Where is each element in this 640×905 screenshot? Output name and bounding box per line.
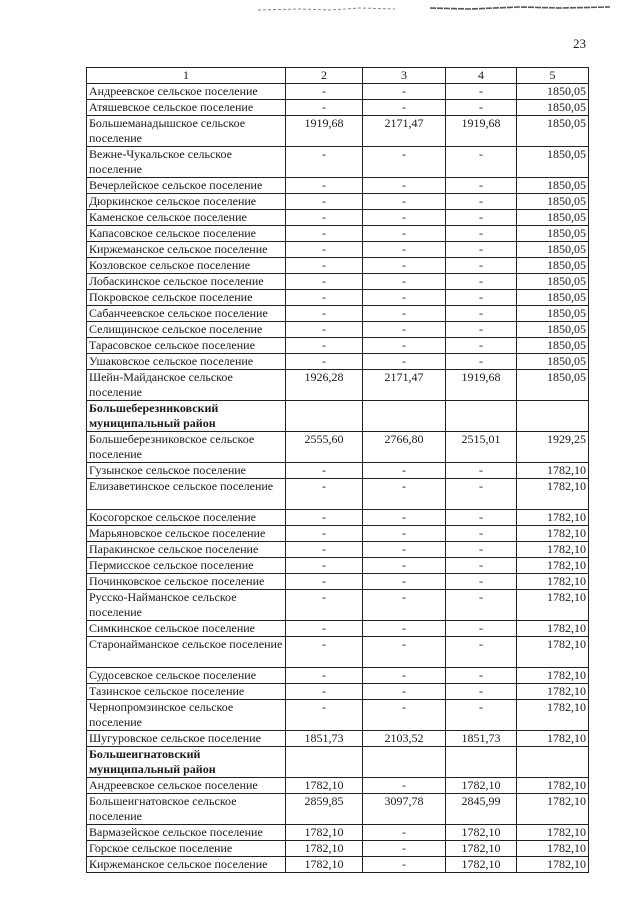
page-number: 23 (573, 36, 586, 51)
table-row (87, 825, 589, 841)
value-cell-col2: - (286, 147, 363, 178)
value-cell-col3: 2103,52 (363, 731, 446, 747)
value-cell-col2: 2859,85 (286, 794, 363, 825)
district-row (87, 747, 589, 778)
value-cell-col5: 1850,05 (517, 100, 589, 116)
table-row (87, 526, 589, 542)
value-cell-col4: - (446, 178, 517, 194)
settlement-name-cell: Симкинское сельское поселение (87, 621, 286, 637)
tariff-table (86, 67, 589, 873)
value-cell-col3 (363, 747, 446, 778)
value-cell-col4: 2845,99 (446, 794, 517, 825)
value-cell-col2: - (286, 210, 363, 226)
table-row (87, 463, 589, 479)
value-cell-col3: - (363, 574, 446, 590)
value-cell-col3: - (363, 479, 446, 510)
value-cell-col4: - (446, 84, 517, 100)
value-cell-col2: - (286, 178, 363, 194)
value-cell-col3 (363, 401, 446, 432)
value-cell-col5: 1782,10 (517, 857, 589, 873)
value-cell-col3: - (363, 684, 446, 700)
settlement-name-cell: Андреевское сельское поселение (87, 778, 286, 794)
value-cell-col4: - (446, 100, 517, 116)
value-cell-col3: - (363, 857, 446, 873)
value-cell-col5: 1782,10 (517, 479, 589, 510)
settlement-name-cell: Шугуровское сельское поселение (87, 731, 286, 747)
value-cell-col5: 1782,10 (517, 526, 589, 542)
value-cell-col4: - (446, 479, 517, 510)
value-cell-col2: - (286, 668, 363, 684)
value-cell-col2 (286, 747, 363, 778)
value-cell-col2: - (286, 526, 363, 542)
value-cell-col4: - (446, 306, 517, 322)
value-cell-col2 (286, 401, 363, 432)
settlement-name-cell: Большеигнатовское сельское поселение (87, 794, 286, 825)
value-cell-col3: - (363, 668, 446, 684)
table-row (87, 100, 589, 116)
value-cell-col2: - (286, 258, 363, 274)
value-cell-col4: - (446, 574, 517, 590)
value-cell-col4: - (446, 590, 517, 621)
table-row (87, 700, 589, 731)
table-row (87, 621, 589, 637)
value-cell-col3: - (363, 542, 446, 558)
settlement-name-cell: Русско-Найманское сельское поселение (87, 590, 286, 621)
value-cell-col3: - (363, 700, 446, 731)
value-cell-col2: - (286, 542, 363, 558)
value-cell-col5: 1850,05 (517, 274, 589, 290)
value-cell-col5: 1850,05 (517, 226, 589, 242)
scan-artifact (0, 3, 640, 15)
settlement-name-cell: Гузынское сельское поселение (87, 463, 286, 479)
settlement-name-cell: Чернопромзинское сельское поселение (87, 700, 286, 731)
table-row (87, 226, 589, 242)
value-cell-col3: - (363, 778, 446, 794)
value-cell-col2: - (286, 322, 363, 338)
value-cell-col5: 1782,10 (517, 463, 589, 479)
column-header: 3 (363, 68, 446, 84)
value-cell-col5: 1850,05 (517, 322, 589, 338)
table-row (87, 242, 589, 258)
value-cell-col2: 1782,10 (286, 825, 363, 841)
value-cell-col4: - (446, 290, 517, 306)
value-cell-col2: - (286, 621, 363, 637)
value-cell-col2: - (286, 637, 363, 668)
settlement-name-cell: Атяшевское сельское поселение (87, 100, 286, 116)
value-cell-col5: 1850,05 (517, 116, 589, 147)
value-cell-col2: - (286, 306, 363, 322)
value-cell-col2: - (286, 684, 363, 700)
table-row (87, 274, 589, 290)
value-cell-col4: - (446, 700, 517, 731)
value-cell-col5: 1850,05 (517, 370, 589, 401)
value-cell-col2: 1851,73 (286, 731, 363, 747)
value-cell-col4: - (446, 274, 517, 290)
value-cell-col3: 2171,47 (363, 116, 446, 147)
table-row (87, 338, 589, 354)
value-cell-col2: - (286, 100, 363, 116)
value-cell-col3: - (363, 100, 446, 116)
value-cell-col4: 1851,73 (446, 731, 517, 747)
table-row (87, 147, 589, 178)
settlement-name-cell: Сабанчеевское сельское поселение (87, 306, 286, 322)
value-cell-col2: - (286, 558, 363, 574)
settlement-name-cell: Козловское сельское поселение (87, 258, 286, 274)
value-cell-col3: - (363, 274, 446, 290)
value-cell-col3: - (363, 558, 446, 574)
column-number-row (87, 68, 589, 84)
settlement-name-cell: Селищинское сельское поселение (87, 322, 286, 338)
table-row (87, 574, 589, 590)
settlement-name-cell: Киржеманское сельское поселение (87, 857, 286, 873)
table-row (87, 857, 589, 873)
value-cell-col2: 1919,68 (286, 116, 363, 147)
district-row (87, 401, 589, 432)
value-cell-col2: - (286, 700, 363, 731)
table-row (87, 794, 589, 825)
settlement-name-cell: Починковское сельское поселение (87, 574, 286, 590)
value-cell-col4: 1782,10 (446, 778, 517, 794)
value-cell-col4: - (446, 463, 517, 479)
value-cell-col3: - (363, 210, 446, 226)
settlement-name-cell: Лобаскинское сельское поселение (87, 274, 286, 290)
table-row (87, 558, 589, 574)
value-cell-col2: 2555,60 (286, 432, 363, 463)
value-cell-col5: 1850,05 (517, 338, 589, 354)
settlement-name-cell: Дюркинское сельское поселение (87, 194, 286, 210)
value-cell-col4: - (446, 258, 517, 274)
value-cell-col5: 1850,05 (517, 242, 589, 258)
value-cell-col5: 1782,10 (517, 825, 589, 841)
settlement-name-cell: Горское сельское поселение (87, 841, 286, 857)
value-cell-col3: 3097,78 (363, 794, 446, 825)
column-header: 1 (87, 68, 286, 84)
value-cell-col5: 1782,10 (517, 794, 589, 825)
value-cell-col5: 1850,05 (517, 84, 589, 100)
value-cell-col3: 2766,80 (363, 432, 446, 463)
value-cell-col4: - (446, 621, 517, 637)
value-cell-col2: 1782,10 (286, 778, 363, 794)
table-row (87, 432, 589, 463)
value-cell-col3: - (363, 84, 446, 100)
value-cell-col4: - (446, 542, 517, 558)
settlement-name-cell: Большеманадышское сельское поселение (87, 116, 286, 147)
table-row (87, 84, 589, 100)
table-row (87, 778, 589, 794)
value-cell-col4: - (446, 242, 517, 258)
value-cell-col2: - (286, 242, 363, 258)
table-row (87, 637, 589, 668)
settlement-name-cell: Киржеманское сельское поселение (87, 242, 286, 258)
table-row (87, 322, 589, 338)
value-cell-col5: 1929,25 (517, 432, 589, 463)
value-cell-col3: - (363, 338, 446, 354)
settlement-name-cell: Тазинское сельское поселение (87, 684, 286, 700)
settlement-name-cell: Тарасовское сельское поселение (87, 338, 286, 354)
value-cell-col3: - (363, 258, 446, 274)
value-cell-col4: 1782,10 (446, 825, 517, 841)
table-row (87, 684, 589, 700)
value-cell-col5: 1782,10 (517, 684, 589, 700)
value-cell-col5: 1782,10 (517, 731, 589, 747)
table-row (87, 194, 589, 210)
value-cell-col2: 1782,10 (286, 841, 363, 857)
value-cell-col3: - (363, 526, 446, 542)
value-cell-col5: 1850,05 (517, 354, 589, 370)
value-cell-col2: - (286, 290, 363, 306)
value-cell-col4: - (446, 558, 517, 574)
settlement-name-cell: Капасовское сельское поселение (87, 226, 286, 242)
value-cell-col4: - (446, 194, 517, 210)
table-row (87, 841, 589, 857)
table-row (87, 210, 589, 226)
value-cell-col4: - (446, 526, 517, 542)
table-body (87, 68, 589, 873)
value-cell-col2: 1926,28 (286, 370, 363, 401)
settlement-name-cell: Елизаветинское сельское поселение (87, 479, 286, 510)
value-cell-col4: - (446, 510, 517, 526)
settlement-name-cell: Паракинское сельское поселение (87, 542, 286, 558)
value-cell-col4: - (446, 338, 517, 354)
value-cell-col5: 1850,05 (517, 290, 589, 306)
value-cell-col2: - (286, 354, 363, 370)
value-cell-col3: - (363, 510, 446, 526)
value-cell-col4: - (446, 637, 517, 668)
value-cell-col5: 1782,10 (517, 637, 589, 668)
settlement-name-cell: Вечерлейское сельское поселение (87, 178, 286, 194)
value-cell-col4: 2515,01 (446, 432, 517, 463)
value-cell-col4: 1919,68 (446, 370, 517, 401)
table-row (87, 370, 589, 401)
value-cell-col4: 1782,10 (446, 841, 517, 857)
value-cell-col3: - (363, 306, 446, 322)
table-row (87, 668, 589, 684)
value-cell-col3: 2171,47 (363, 370, 446, 401)
value-cell-col2: - (286, 463, 363, 479)
table-row (87, 479, 589, 510)
table-row (87, 510, 589, 526)
settlement-name-cell: Пермисское сельское поселение (87, 558, 286, 574)
value-cell-col4: - (446, 668, 517, 684)
value-cell-col4: - (446, 354, 517, 370)
value-cell-col3: - (363, 226, 446, 242)
value-cell-col5 (517, 401, 589, 432)
table-row (87, 731, 589, 747)
column-header: 2 (286, 68, 363, 84)
value-cell-col5: 1782,10 (517, 558, 589, 574)
value-cell-col3: - (363, 178, 446, 194)
table-row (87, 178, 589, 194)
value-cell-col2: - (286, 274, 363, 290)
value-cell-col3: - (363, 290, 446, 306)
value-cell-col3: - (363, 147, 446, 178)
value-cell-col4: - (446, 226, 517, 242)
value-cell-col5: 1850,05 (517, 147, 589, 178)
settlement-name-cell: Андреевское сельское поселение (87, 84, 286, 100)
value-cell-col4: - (446, 684, 517, 700)
value-cell-col5: 1850,05 (517, 306, 589, 322)
settlement-name-cell: Вежне-Чукальское сельское поселение (87, 147, 286, 178)
settlement-name-cell: Шейн-Майданское сельское поселение (87, 370, 286, 401)
table-row (87, 116, 589, 147)
value-cell-col2: - (286, 590, 363, 621)
value-cell-col4: - (446, 147, 517, 178)
settlement-name-cell: Большеберезниковское сельское поселение (87, 432, 286, 463)
value-cell-col5: 1782,10 (517, 700, 589, 731)
settlement-name-cell: Косогорское сельское поселение (87, 510, 286, 526)
value-cell-col5: 1782,10 (517, 621, 589, 637)
value-cell-col5: 1850,05 (517, 178, 589, 194)
table-row (87, 590, 589, 621)
value-cell-col4: - (446, 322, 517, 338)
table-row (87, 542, 589, 558)
value-cell-col3: - (363, 322, 446, 338)
table-row (87, 306, 589, 322)
value-cell-col3: - (363, 841, 446, 857)
value-cell-col5: 1782,10 (517, 574, 589, 590)
value-cell-col3: - (363, 825, 446, 841)
value-cell-col3: - (363, 637, 446, 668)
table-row (87, 354, 589, 370)
value-cell-col4 (446, 747, 517, 778)
value-cell-col2: 1782,10 (286, 857, 363, 873)
value-cell-col3: - (363, 463, 446, 479)
value-cell-col5: 1782,10 (517, 510, 589, 526)
column-header: 5 (517, 68, 589, 84)
settlement-name-cell: Марьяновское сельское поселение (87, 526, 286, 542)
value-cell-col4: 1919,68 (446, 116, 517, 147)
value-cell-col5: 1782,10 (517, 590, 589, 621)
table-row (87, 290, 589, 306)
value-cell-col3: - (363, 242, 446, 258)
settlement-name-cell: Вармазейское сельское поселение (87, 825, 286, 841)
value-cell-col5: 1782,10 (517, 841, 589, 857)
settlement-name-cell: Судосевское сельское поселение (87, 668, 286, 684)
table-row (87, 258, 589, 274)
value-cell-col5: 1850,05 (517, 210, 589, 226)
value-cell-col3: - (363, 194, 446, 210)
settlement-name-cell: Старонайманское сельское поселение (87, 637, 286, 668)
value-cell-col5: 1782,10 (517, 542, 589, 558)
value-cell-col4: 1782,10 (446, 857, 517, 873)
value-cell-col5: 1850,05 (517, 258, 589, 274)
value-cell-col2: - (286, 226, 363, 242)
settlement-name-cell: Большеберезниковский муниципальный район (87, 401, 286, 432)
value-cell-col5: 1782,10 (517, 668, 589, 684)
value-cell-col2: - (286, 479, 363, 510)
settlement-name-cell: Покровское сельское поселение (87, 290, 286, 306)
value-cell-col5: 1850,05 (517, 194, 589, 210)
value-cell-col3: - (363, 621, 446, 637)
value-cell-col3: - (363, 354, 446, 370)
settlement-name-cell: Ушаковское сельское поселение (87, 354, 286, 370)
column-header: 4 (446, 68, 517, 84)
settlement-name-cell: Большеигнатовский муниципальный район (87, 747, 286, 778)
value-cell-col2: - (286, 194, 363, 210)
value-cell-col5: 1782,10 (517, 778, 589, 794)
value-cell-col3: - (363, 590, 446, 621)
value-cell-col2: - (286, 510, 363, 526)
value-cell-col2: - (286, 84, 363, 100)
settlement-name-cell: Каменское сельское поселение (87, 210, 286, 226)
value-cell-col2: - (286, 574, 363, 590)
value-cell-col4: - (446, 210, 517, 226)
value-cell-col4 (446, 401, 517, 432)
value-cell-col2: - (286, 338, 363, 354)
value-cell-col5 (517, 747, 589, 778)
